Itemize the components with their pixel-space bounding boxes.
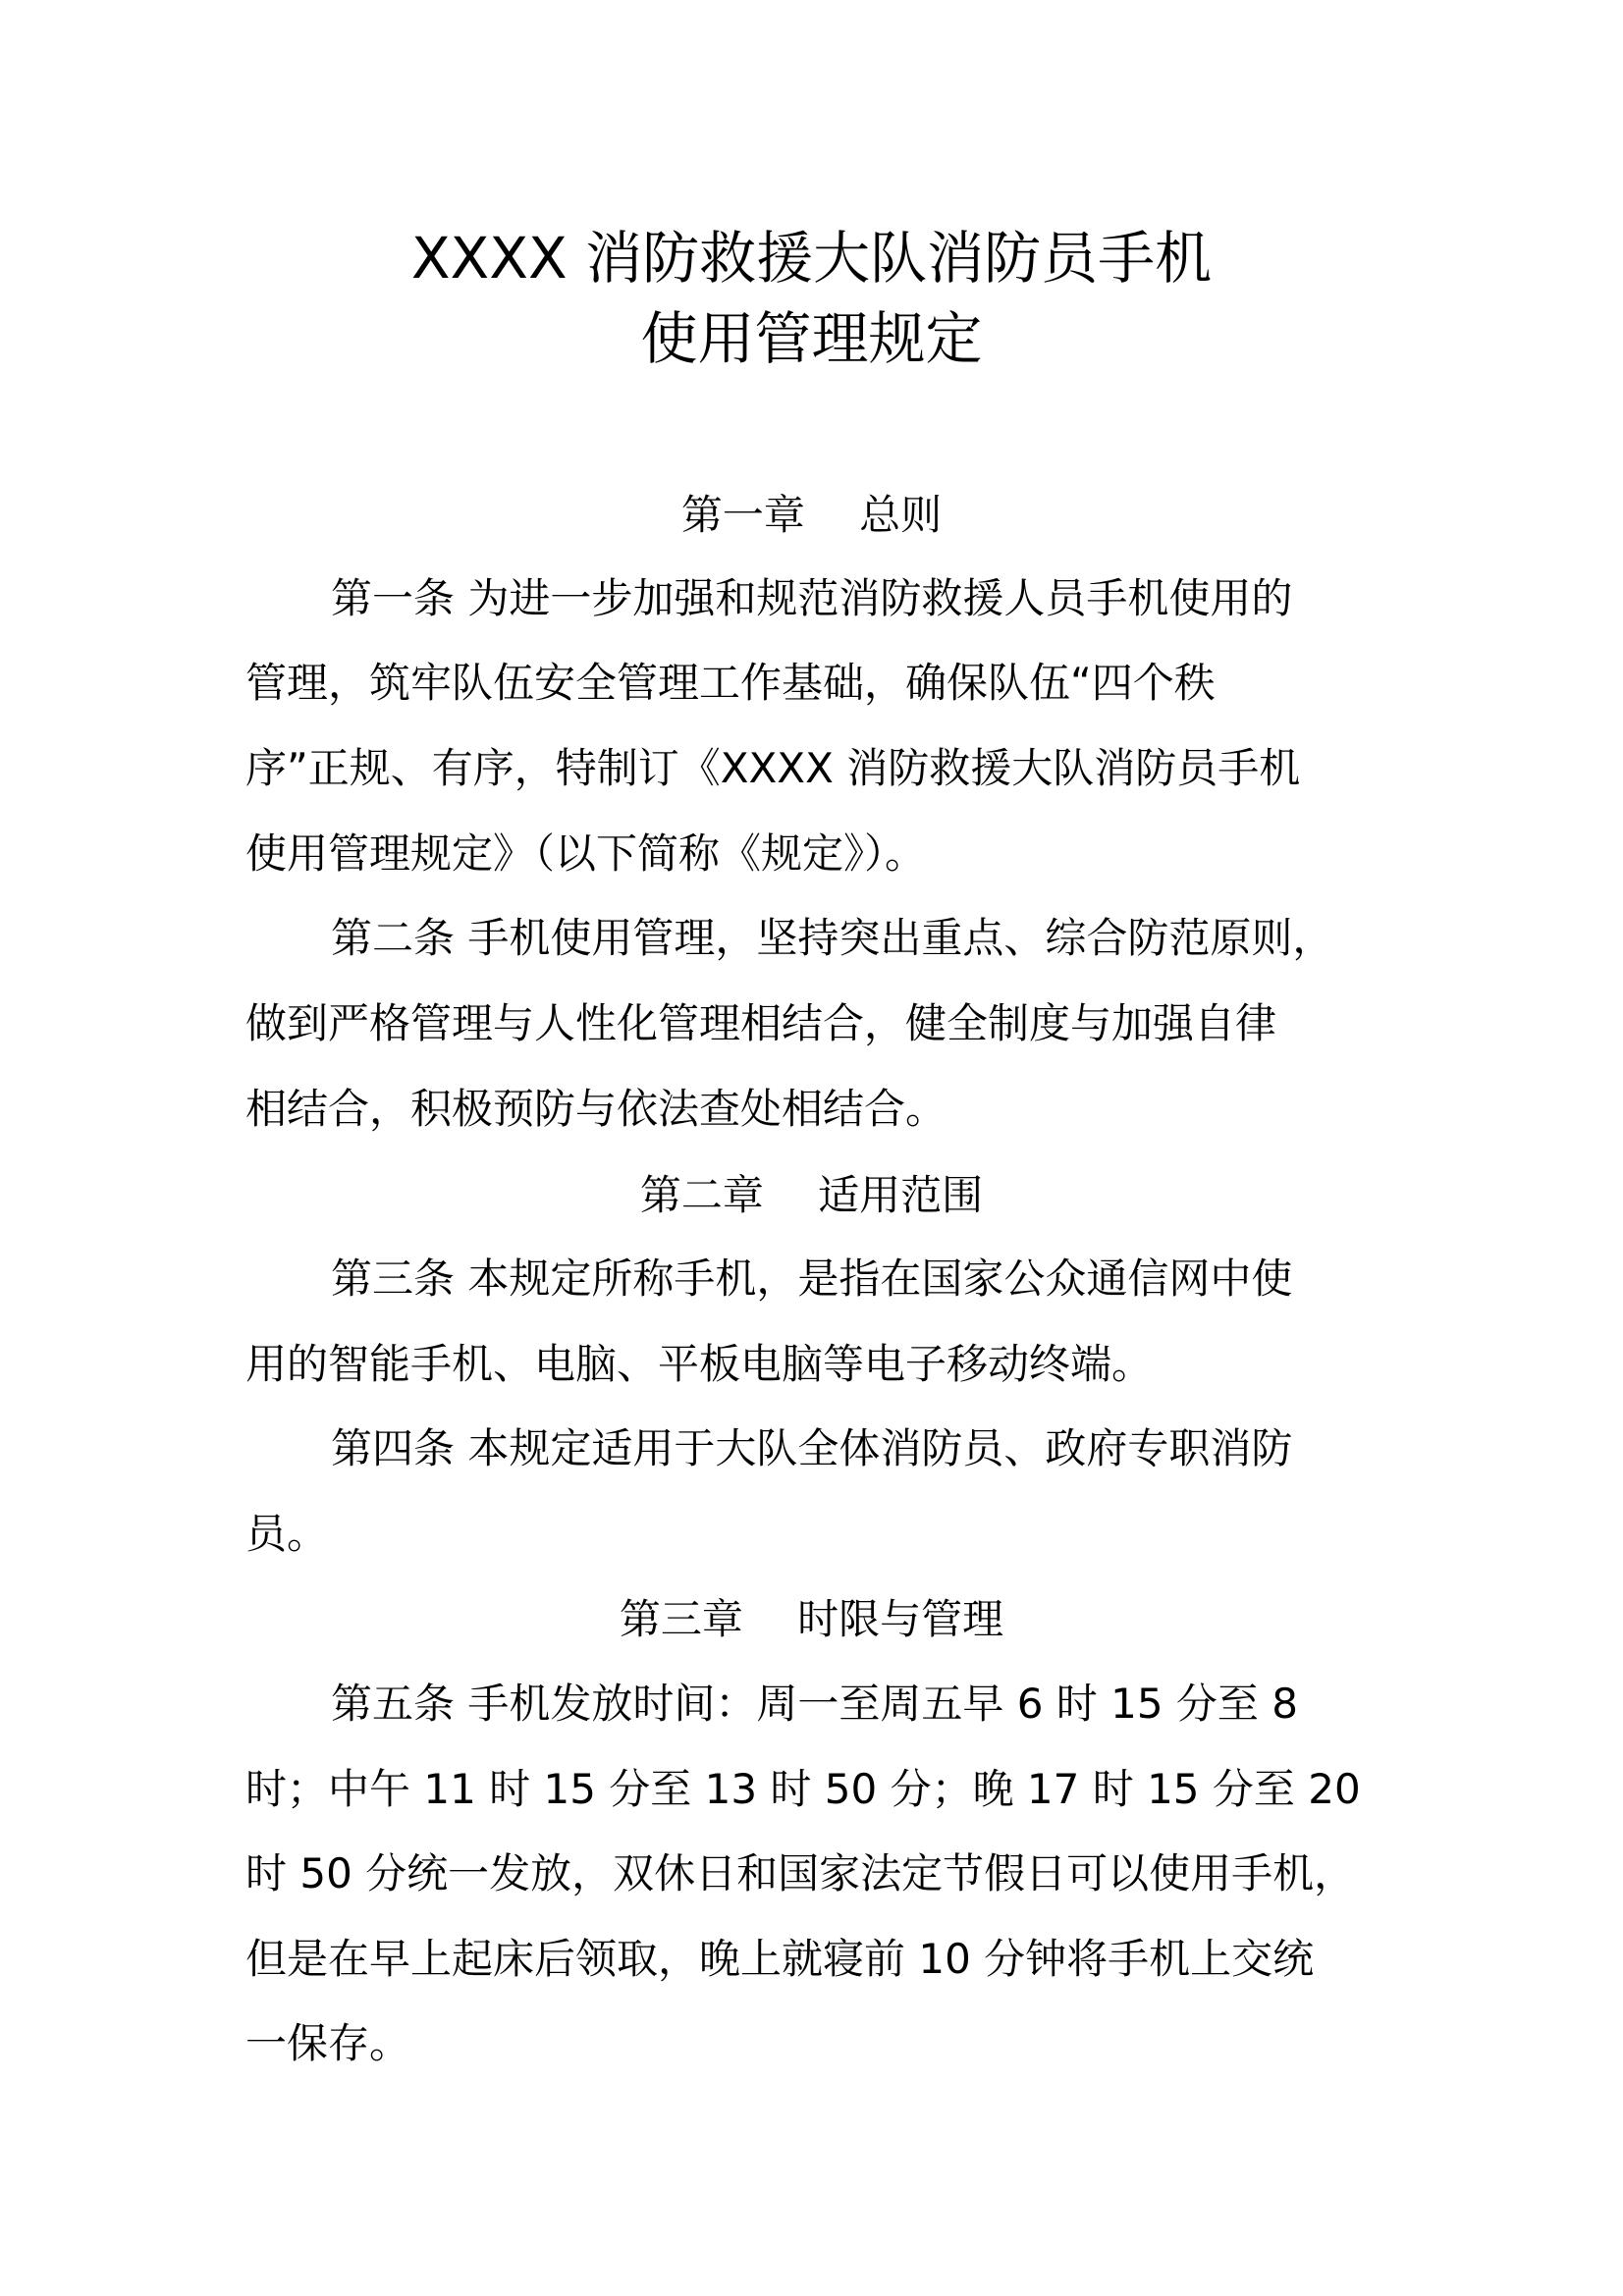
paragraph-line: 时 50 分统一发放，双休日和国家法定节假日可以使用手机， — [245, 1849, 1356, 1897]
paragraph-line: 但是在早上起床后领取，晚上就寝前 10 分钟将手机上交统 — [245, 1935, 1315, 1983]
paragraph-line: 第二条 手机使用管理，坚持突出重点、综合防范原则， — [331, 914, 1334, 962]
paragraph-line: 使用管理规定》（以下简称《规定》）。 — [245, 829, 927, 878]
paragraph-line: 第一条 为进一步加强和规范消防救援人员手机使用的 — [331, 574, 1293, 622]
paragraph-line: 时；中午 11 时 15 分至 13 时 50 分；晚 17 时 15 分至 20 — [245, 1765, 1361, 1813]
document-title-line-2: 使用管理规定 — [640, 305, 983, 372]
paragraph-line: 一保存。 — [245, 2019, 411, 2067]
paragraph-line: 管理，筑牢队伍安全管理工作基础，确保队伍“四个秩 — [245, 659, 1216, 707]
paragraph-line: 相结合，积极预防与依法查处相结合。 — [245, 1085, 947, 1133]
paragraph-line: 做到严格管理与人性化管理相结合，健全制度与加强自律 — [245, 999, 1277, 1047]
chapter-heading-3: 第三章 时限与管理 — [619, 1595, 1004, 1643]
chapter-heading-2: 第二章 适用范围 — [639, 1171, 984, 1219]
paragraph-line: 用的智能手机、电脑、平板电脑等电子移动终端。 — [245, 1340, 1154, 1388]
paragraph-line: 第四条 本规定适用于大队全体消防员、政府专职消防 — [331, 1424, 1293, 1472]
paragraph-line: 第三条 本规定所称手机，是指在国家公众通信网中使 — [331, 1255, 1293, 1303]
paragraph-line: 第五条 手机发放时间：周一至周五早 6 时 15 分至 8 — [331, 1680, 1298, 1728]
document-title-line-1: XXXX 消防救援大队消防员手机 — [410, 225, 1213, 292]
paragraph-line: 员。 — [245, 1510, 329, 1558]
chapter-heading-1: 第一章 总则 — [680, 491, 943, 539]
paragraph-line: 序”正规、有序，特制订《XXXX 消防救援大队消防员手机 — [245, 744, 1301, 792]
